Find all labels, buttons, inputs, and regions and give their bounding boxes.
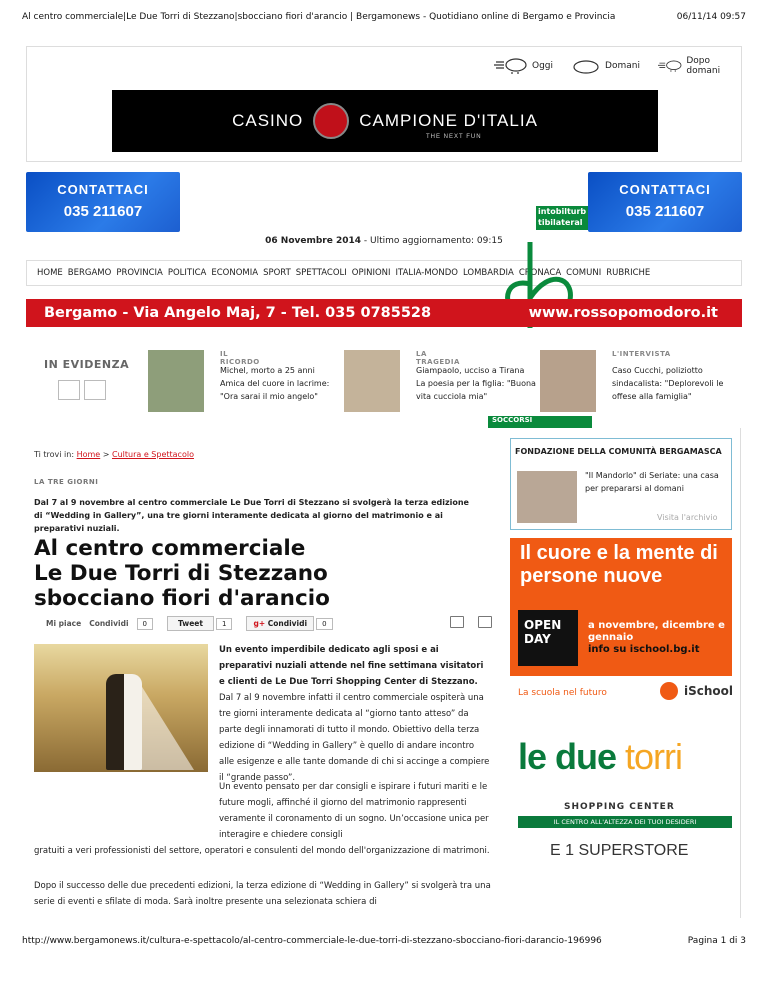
print-icon[interactable]: [450, 616, 464, 628]
main-nav: [26, 260, 742, 286]
ischool-when: a novembre, dicembre e gennaio: [588, 620, 725, 643]
gplus-icon: g+: [253, 619, 266, 628]
nav-item-rubriche[interactable]: RUBRICHE: [606, 268, 651, 278]
duetorri-shop: SHOPPING CENTER: [564, 802, 675, 812]
archive-link[interactable]: Visita l'archivio: [657, 513, 718, 522]
photo-couple: [106, 674, 142, 770]
evidenza-kicker: IL RICORDO: [220, 350, 260, 366]
pager-next-button[interactable]: [84, 380, 106, 400]
cloud-icon: [571, 58, 601, 74]
breadcrumb-prefix: Ti trovi in:: [34, 450, 77, 459]
article-paragraph-3: Dopo il successo delle due precedenti edizioni, la terza edizione di “Wedding in Gallery” si svolgerà tra una serie di eventi e sfilate di moda. Sarà inoltre presente una selezionata schiera di: [34, 881, 491, 907]
fondazione-text: "Il Mandorlo" di Seriate: una casa per prepararsi al domani: [585, 471, 719, 493]
duetorri-brand-b: torri: [625, 736, 683, 777]
paragraph-2-part-b: gratuiti a veri professionisti del settore, operatori e consulenti del mondo dell'organizzazione di matrimoni.: [34, 846, 490, 856]
fondazione-box[interactable]: [510, 438, 732, 530]
nav-item-home[interactable]: HOME: [37, 268, 63, 278]
banner-url: www.rossopomodoro.it: [528, 305, 718, 321]
ischool-headline: Il cuore e la mente di persone nuove: [520, 542, 718, 587]
open-day-badge: OPEN DAY: [518, 610, 578, 666]
print-footer: [22, 936, 746, 946]
weather-tomorrow[interactable]: [571, 56, 640, 76]
like-button[interactable]: Mi piace: [46, 619, 82, 628]
nav-item-lombardia[interactable]: LOMBARDIA: [462, 268, 514, 278]
nav-item-cronaca[interactable]: CRONACA: [518, 268, 562, 278]
nav-item-politica[interactable]: POLITICA: [167, 268, 207, 278]
nav-item-bergamo[interactable]: BERGAMO: [67, 268, 112, 278]
print-url: http://www.bergamonews.it/cultura-e-spettacolo/al-centro-commerciale-le-due-torri-di-stezzano-sbocciano-fiori-darancio-196996: [22, 936, 602, 946]
ischool-message: [588, 620, 728, 656]
evidenza-thumbnail: [540, 350, 596, 412]
print-header: [22, 12, 746, 22]
nav-item-provincia[interactable]: PROVINCIA: [116, 268, 163, 278]
article-lead: Dal 7 al 9 novembre al centro commerciale Le Due Torri di Stezzano si svolgerà la terza edizione di “Wedding in Gallery”, una tre giorni interamente dedicata al giorno del matrimonio e ai preparativi nuziali.: [34, 498, 469, 533]
rain-cloud-icon: [658, 57, 682, 75]
pager-prev-button[interactable]: [58, 380, 80, 400]
email-icon[interactable]: [478, 616, 492, 628]
share-count: 0: [137, 618, 153, 630]
rossopomodoro-banner[interactable]: [26, 299, 742, 327]
breadcrumb: [34, 450, 194, 459]
print-page: Pagina 1 di 3: [687, 936, 746, 946]
weather-after-tomorrow[interactable]: [658, 56, 730, 76]
share-button[interactable]: Condividi: [89, 619, 129, 628]
ischool-brand: [660, 682, 733, 700]
article-title: Al centro commerciale Le Due Torri di Stezzano sbocciano fiori d'arancio: [34, 536, 330, 611]
weather-today[interactable]: [494, 56, 553, 76]
article-kicker: LA TRE GIORNI: [34, 478, 99, 486]
duetorri-brand-a: le due: [518, 736, 626, 777]
print-title: Al centro commerciale|Le Due Torri di Stezzano|sbocciano fiori d'arancio | Bergamonews - Quotidiano online di Bergamo e Provincia: [22, 12, 616, 22]
ischool-ad[interactable]: [510, 538, 732, 708]
tweet-button[interactable]: Tweet: [167, 616, 214, 631]
contact-phone: 035 211607: [625, 203, 705, 220]
evidenza-text: Caso Cucchi, poliziotto sindacalista: "Deplorevoli le offese alla famiglia": [612, 366, 724, 401]
ischool-slogan: La scuola nel futuro: [518, 688, 607, 698]
casino-banner[interactable]: [112, 90, 658, 152]
evidenza-kicker: LA TRAGEDIA: [416, 350, 460, 366]
evidenza-thumbnail: [148, 350, 204, 412]
duetorri-brand: [518, 736, 682, 778]
article-intro-bold: Un evento imperdibile dedicato agli sposi e ai preparativi nuziali attende nel fine settimana visitatori e clienti de Le Due Torri Shopping Center di Stezzano.: [219, 645, 484, 687]
ischool-logo-icon: [660, 682, 678, 700]
article-intro-rest: Dal 7 al 9 novembre infatti il centro commerciale ospiterà una tre giorni interamente dedicata al “giorno tanto atteso” da parte degli innamorati di tutto il mondo. Obiettivo della terza edizione di “Wedding in Gallery” è quello di andare incontro alle esigenze e alle tante domande di chi si accinge a compiere il “grande passo”.: [219, 693, 490, 783]
paragraph-2-part-a: Un evento pensato per dar consigli e ispirare i futuri mariti e le future mogli, affinché il giorno del matrimonio rappresenti veramente il coronamento di un sogno. Un’occasione unica per interagire e chiedere consigli: [219, 782, 489, 840]
evidenza-text: Michel, morto a 25 anni Amica del cuore in lacrime: "Ora sarai il mio angelo": [220, 366, 330, 401]
nav-item-comuni[interactable]: COMUNI: [566, 268, 602, 278]
nav-item-opinioni[interactable]: OPINIONI: [351, 268, 391, 278]
ischool-info: info su ischool.bg.it: [588, 644, 700, 655]
gplus-count: 0: [316, 618, 332, 630]
duetorri-claim: IL CENTRO ALL'ALTEZZA DEI TUOI DESIDERI: [518, 816, 732, 828]
weather-label: Domani: [605, 61, 640, 71]
contact-phone: 035 211607: [63, 203, 143, 220]
weather-label: Oggi: [532, 61, 554, 71]
last-update: - Ultimo aggiornamento: 09:15: [361, 236, 503, 246]
dateline: [0, 236, 768, 246]
gplus-button[interactable]: [246, 616, 314, 631]
evidenza-pager: [58, 380, 110, 400]
current-date: 06 Novembre 2014: [265, 236, 362, 246]
casino-right-text: CAMPIONE D'ITALIA: [359, 111, 538, 130]
casino-sub: THE NEXT FUN: [426, 134, 482, 140]
crest-icon: [313, 103, 349, 139]
tweet-count: 1: [216, 618, 232, 630]
ischool-brand-label: iSchool: [684, 684, 734, 698]
article-photo: [34, 644, 208, 772]
contact-banner-right[interactable]: [588, 172, 742, 232]
gplus-label: Condividi: [267, 619, 308, 628]
fondazione-thumbnail: [517, 471, 577, 523]
nav-item-economia[interactable]: ECONOMIA: [211, 268, 259, 278]
photo-veil: [134, 674, 194, 770]
article-paragraph-2: [34, 779, 494, 859]
breadcrumb-section-link[interactable]: Cultura e Spettacolo: [112, 450, 194, 459]
nav-item-italia-mondo[interactable]: ITALIA-MONDO: [395, 268, 458, 278]
contact-banner-left[interactable]: [26, 172, 180, 232]
side-stripe: intobilturb tibilateral: [536, 206, 588, 230]
breadcrumb-separator: >: [100, 450, 113, 459]
print-datetime: 06/11/14 09:57: [676, 12, 746, 22]
duetorri-ad[interactable]: [510, 736, 732, 866]
breadcrumb-home-link[interactable]: Home: [76, 450, 101, 459]
social-bar: [46, 616, 347, 631]
rain-cloud-icon: [494, 57, 528, 75]
evidenza-title: IN EVIDENZA: [44, 358, 130, 371]
casino-left-text: CASINO: [232, 111, 304, 130]
weather-widget: [494, 56, 744, 76]
contact-label: CONTATTACI: [619, 182, 711, 197]
article-intro: [219, 642, 491, 786]
nav-item-spettacoli[interactable]: SPETTACOLI: [295, 268, 347, 278]
evidenza-thumbnail: [344, 350, 400, 412]
green-tag: SOCCORSI: [488, 416, 592, 428]
duetorri-e1: E 1 SUPERSTORE: [550, 842, 689, 859]
fondazione-title: FONDAZIONE DELLA COMUNITÀ BERGAMASCA: [515, 447, 722, 456]
in-evidenza: [26, 336, 742, 416]
contact-label: CONTATTACI: [57, 182, 149, 197]
weather-label: Dopo domani: [686, 56, 721, 76]
banner-address: Bergamo - Via Angelo Maj, 7 - Tel. 035 0785528: [44, 305, 432, 321]
evidenza-text: Giampaolo, ucciso a Tirana La poesia per la figlia: "Buona vita cucciola mia": [416, 366, 536, 401]
evidenza-kicker: L'INTERVISTA: [612, 350, 671, 358]
article-tools: [450, 616, 506, 628]
nav-item-sport[interactable]: SPORT: [263, 268, 291, 278]
divider: [740, 428, 741, 918]
